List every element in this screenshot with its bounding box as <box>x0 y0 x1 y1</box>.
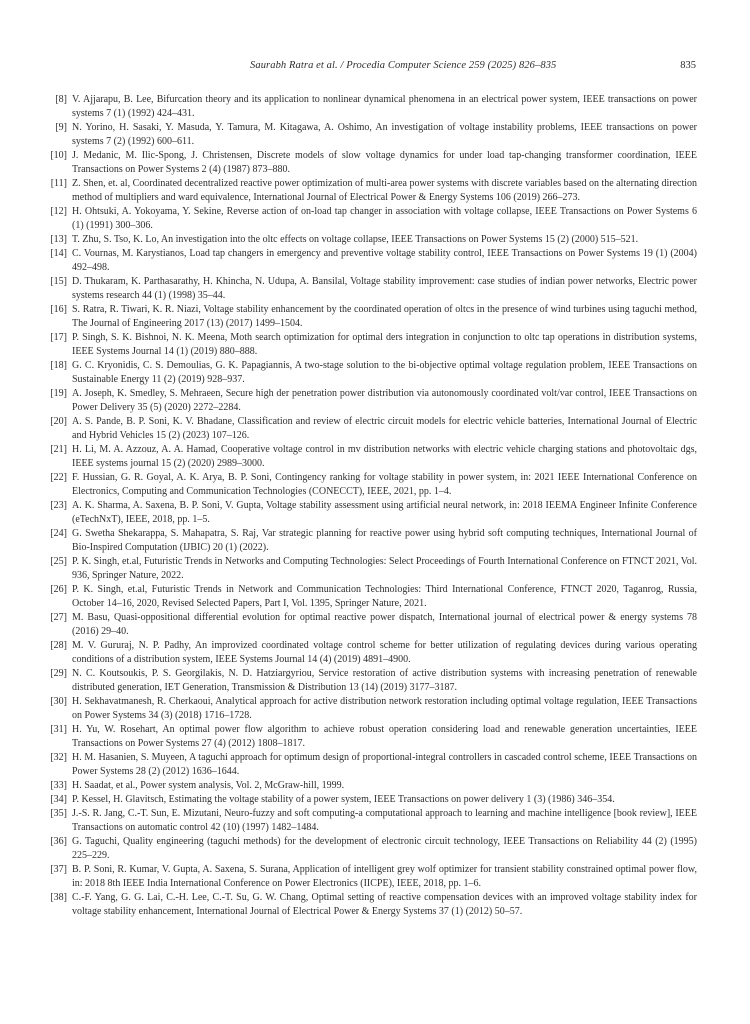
reference-text: H. Saadat, et al., Power system analysis, Vol. 2, McGraw-hill, 1999. <box>72 780 345 791</box>
reference-number: [38] <box>50 892 67 903</box>
reference-text: J.-S. R. Jang, C.-T. Sun, E. Mizutani, Neuro-fuzzy and soft computing-a computational approach to learning and machine intelligence [book review], IEEE Transactions on automatic control 42 (10) (1997) 1482–1484. <box>72 808 697 833</box>
reference-number: [11] <box>50 178 67 189</box>
reference-item <box>48 807 697 835</box>
reference-number: [33] <box>50 780 67 791</box>
reference-item <box>48 723 697 751</box>
reference-text: M. V. Gururaj, N. P. Padhy, An improvized coordinated voltage control scheme for better utilization of regulating devices during various operating conditions of a distribution system, IEEE Systems Journal 14 (4) (2019) 4891–4900. <box>72 640 697 665</box>
reference-number: [31] <box>50 724 67 735</box>
reference-number: [34] <box>50 794 67 805</box>
reference-list <box>48 93 697 919</box>
reference-text: H. Li, M. A. Azzouz, A. A. Hamad, Cooperative voltage control in mv distribution networks with electric vehicle charging stations and photovoltaic dgs, IEEE systems journal 15 (2) (2020) 2989–3000. <box>72 444 697 469</box>
reference-text: B. P. Soni, R. Kumar, V. Gupta, A. Saxena, S. Surana, Application of intelligent grey wolf optimizer for transient stability constrained optimal power flow, in: 2018 8th IEEE India International Conference on Power Electronics (IICPE), IEEE, 2018, pp. 1–6. <box>72 864 697 889</box>
reference-number: [29] <box>50 668 67 679</box>
reference-text: H. M. Hasanien, S. Muyeen, A taguchi approach for optimum design of proportional-integral controllers in cascaded control scheme, IEEE Transactions on Power Systems 28 (2) (2012) 1636–1644. <box>72 752 697 777</box>
reference-text: G. C. Kryonidis, C. S. Demoulias, G. K. Papagiannis, A two-stage solution to the bi-objective optimal voltage regulation problem, IEEE Transactions on Sustainable Energy 11 (2) (2019) 928–937. <box>72 360 697 385</box>
reference-item <box>48 205 697 233</box>
reference-number: [19] <box>50 388 67 399</box>
reference-number: [26] <box>50 584 67 595</box>
reference-number: [37] <box>50 864 67 875</box>
reference-item <box>48 387 697 415</box>
reference-text: P. K. Singh, et.al, Futuristic Trends in Networks and Computing Technologies: Select Proceedings of Fourth International Conference on FTNCT 2021, Vol. 936, Springer Nature, 2022. <box>72 556 697 581</box>
reference-number: [20] <box>50 416 67 427</box>
reference-item <box>48 331 697 359</box>
reference-item <box>48 177 697 205</box>
reference-number: [14] <box>50 248 67 259</box>
reference-item <box>48 149 697 177</box>
reference-number: [10] <box>50 150 67 161</box>
reference-text: J. Medanic, M. Ilic-Spong, J. Christensen, Discrete models of slow voltage dynamics for under load tap-changing transformer coordination, IEEE Transactions on Power Systems 2 (4) (1987) 873–880. <box>72 150 697 175</box>
reference-item <box>48 639 697 667</box>
reference-text: P. Kessel, H. Glavitsch, Estimating the voltage stability of a power system, IEEE Transactions on power delivery 1 (3) (1986) 346–354. <box>72 794 615 805</box>
reference-item <box>48 863 697 891</box>
reference-text: A. S. Pande, B. P. Soni, K. V. Bhadane, Classification and review of electric circuit models for electric vehicle batteries, International Journal of Electric and Hybrid Vehicles 15 (2) (2023) 107–126. <box>72 416 697 441</box>
reference-text: G. Taguchi, Quality engineering (taguchi methods) for the development of electronic circuit technology, IEEE Transactions on Reliability 44 (2) (1995) 225–229. <box>72 836 697 861</box>
reference-text: P. Singh, S. K. Bishnoi, N. K. Meena, Moth search optimization for optimal ders integration in conjunction to oltc tap operations in distribution systems, IEEE Systems Journal 14 (1) (2019) 880–888. <box>72 332 697 357</box>
reference-item <box>48 247 697 275</box>
reference-number: [35] <box>50 808 67 819</box>
reference-text: N. Yorino, H. Sasaki, Y. Masuda, Y. Tamura, M. Kitagawa, A. Oshimo, An investigation of voltage instability problems, IEEE transactions on power systems 7 (2) (1992) 600–611. <box>72 122 697 147</box>
reference-item <box>48 527 697 555</box>
reference-number: [27] <box>50 612 67 623</box>
reference-item <box>48 835 697 863</box>
reference-number: [22] <box>50 472 67 483</box>
reference-item <box>48 751 697 779</box>
reference-number: [24] <box>50 528 67 539</box>
reference-item <box>48 415 697 443</box>
reference-number: [15] <box>50 276 67 287</box>
reference-number: [28] <box>50 640 67 651</box>
reference-text: N. C. Koutsoukis, P. S. Georgilakis, N. D. Hatziargyriou, Service restoration of active distribution systems with increasing penetration of renewable distributed generation, IET Generation, Transmission & Distribution 13 (14) (2019) 3177–3187. <box>72 668 697 693</box>
reference-item <box>48 499 697 527</box>
reference-number: [13] <box>50 234 67 245</box>
reference-number: [12] <box>50 206 67 217</box>
reference-text: T. Zhu, S. Tso, K. Lo, An investigation into the oltc effects on voltage collapse, IEEE Transactions on Power Systems 15 (2) (2000) 515–521. <box>72 234 639 245</box>
reference-number: [30] <box>50 696 67 707</box>
reference-number: [32] <box>50 752 67 763</box>
reference-text: G. Swetha Shekarappa, S. Mahapatra, S. Raj, Var strategic planning for reactive power using hybrid soft computing techniques, International Journal of Bio-Inspired Computation (IJBIC) 20 (1) (2022). <box>72 528 697 553</box>
reference-item <box>48 611 697 639</box>
running-title: Saurabh Ratra et al. / Procedia Computer Science 259 (2025) 826–835 <box>250 60 557 71</box>
reference-item <box>48 121 697 149</box>
reference-item <box>48 891 697 919</box>
reference-text: A. Joseph, K. Smedley, S. Mehraeen, Secure high der penetration power distribution via autonomously coordinated volt/var control, IEEE Transactions on Power Delivery 35 (5) (2020) 2272–2284. <box>72 388 697 413</box>
reference-text: H. Yu, W. Rosehart, An optimal power flow algorithm to achieve robust operation considering load and renewable generation uncertainties, IEEE Transactions on Power Systems 27 (4) (2012) 1808–1817. <box>72 724 697 749</box>
reference-item <box>48 443 697 471</box>
reference-item <box>48 793 697 807</box>
reference-item <box>48 667 697 695</box>
reference-item <box>48 93 697 121</box>
reference-text: P. K. Singh, et.al, Futuristic Trends in Network and Communication Technologies: Third International Conference, FTNCT 2020, Taganrog, Russia, October 14–16, 2020, Revised Selected Papers, Part I, Vol. 1395, Springer Nature, 2021. <box>72 584 697 609</box>
reference-item <box>48 555 697 583</box>
reference-item <box>48 303 697 331</box>
reference-text: C. Vournas, M. Karystianos, Load tap changers in emergency and preventive voltage stability control, IEEE Transactions on Power Systems 19 (1) (2004) 492–498. <box>72 248 697 273</box>
reference-number: [21] <box>50 444 67 455</box>
reference-text: D. Thukaram, K. Parthasarathy, H. Khincha, N. Udupa, A. Bansilal, Voltage stability improvement: case studies of indian power networks, Electric power systems research 44 (1) (1998) 35–44. <box>72 276 697 301</box>
reference-item <box>48 695 697 723</box>
reference-item <box>48 233 697 247</box>
reference-text: V. Ajjarapu, B. Lee, Bifurcation theory and its application to nonlinear dynamical phenomena in an electrical power system, IEEE transactions on power systems 7 (1) (1992) 424–431. <box>72 94 697 119</box>
reference-text: A. K. Sharma, A. Saxena, B. P. Soni, V. Gupta, Voltage stability assessment using artificial neural network, in: 2018 IEEMA Engineer Infinite Conference (eTechNxT), IEEE, 2018, pp. 1–5. <box>72 500 697 525</box>
reference-number: [23] <box>50 500 67 511</box>
reference-item <box>48 779 697 793</box>
reference-number: [8] <box>55 94 67 105</box>
reference-text: F. Hussian, G. R. Goyal, A. K. Arya, B. P. Soni, Contingency ranking for voltage stability in power system, in: 2021 IEEE International Conference on Electronics, Computing and Communication Technologies (CONECCT), IEEE, 2021, pp. 1–4. <box>72 472 697 497</box>
reference-number: [17] <box>50 332 67 343</box>
reference-item <box>48 359 697 387</box>
reference-number: [25] <box>50 556 67 567</box>
reference-number: [18] <box>50 360 67 371</box>
reference-text: M. Basu, Quasi-oppositional differential evolution for optimal reactive power dispatch, International journal of electrical power & energy systems 78 (2016) 29–40. <box>72 612 697 637</box>
reference-text: Z. Shen, et. al, Coordinated decentralized reactive power optimization of multi-area power systems with discrete variables based on the alternating direction method of multipliers and ward equivalence, International Journal of Electrical Power & Energy Systems 106 (2019) 266–273. <box>72 178 697 203</box>
reference-item <box>48 471 697 499</box>
running-header <box>0 60 750 76</box>
reference-text: S. Ratra, R. Tiwari, K. R. Niazi, Voltage stability enhancement by the coordinated operation of oltcs in the presence of wind turbines using taguchi method, The Journal of Engineering 2017 (13) (2017) 1499–1504. <box>72 304 697 329</box>
reference-item <box>48 583 697 611</box>
reference-item <box>48 275 697 303</box>
reference-number: [36] <box>50 836 67 847</box>
reference-number: [16] <box>50 304 67 315</box>
reference-text: H. Sekhavatmanesh, R. Cherkaoui, Analytical approach for active distribution network restoration including optimal voltage regulation, IEEE Transactions on Power Systems 34 (3) (2018) 1716–1728. <box>72 696 697 721</box>
reference-text: H. Ohtsuki, A. Yokoyama, Y. Sekine, Reverse action of on-load tap changer in association with voltage collapse, IEEE Transactions on Power Systems 6 (1) (1991) 300–306. <box>72 206 697 231</box>
page-number: 835 <box>680 60 696 71</box>
reference-text: C.-F. Yang, G. G. Lai, C.-H. Lee, C.-T. Su, G. W. Chang, Optimal setting of reactive compensation devices with an improved voltage stability index for voltage stability enhancement, International Journal of Electrical Power & Energy Systems 37 (1) (2012) 50–57. <box>72 892 697 917</box>
reference-number: [9] <box>55 122 67 133</box>
